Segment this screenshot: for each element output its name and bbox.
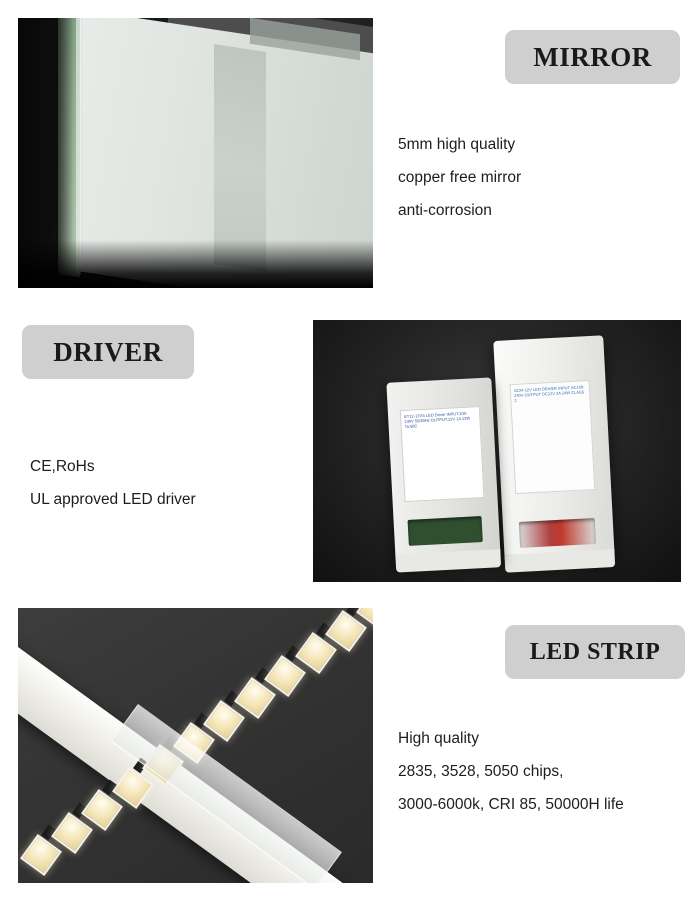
led-strip-photo	[18, 608, 373, 883]
mirror-label-text: MIRROR	[533, 41, 652, 72]
mirror-description-line-1: 5mm high quality	[398, 136, 516, 153]
mirror-photo-edge-highlight	[76, 18, 81, 275]
driver-photo-small-unit-label: ET12-12VS LED Driver INPUT:100-240V 50/60Hz OUTPUT:12V 1A 12W Ta:50C	[400, 406, 485, 502]
mirror-photo-reflection-strip	[214, 44, 266, 272]
led-strip-description-line-1: High quality	[398, 730, 479, 747]
led-strip-description	[398, 722, 624, 821]
driver-photo-large-unit-label: SZ24-12V LED DRIVER INPUT AC100-240V OUTPUT DC12V 2A 24W CLASS 2	[510, 380, 596, 494]
driver-description-line-1: CE,RoHs	[30, 458, 95, 475]
mirror-photo-bottom-shadow	[18, 240, 373, 288]
mirror-description-line-3: anti-corrosion	[398, 202, 492, 219]
driver-description	[30, 450, 196, 516]
mirror-description-line-2: copper free mirror	[398, 169, 522, 186]
mirror-label-pill	[505, 30, 680, 84]
driver-photo-small-unit	[386, 377, 500, 562]
led-strip-description-line-3: 3000-6000k, CRI 85, 50000H life	[398, 796, 624, 813]
mirror-photo	[18, 18, 373, 288]
driver-photo-large-unit	[493, 335, 614, 562]
led-strip-description-line-2: 2835, 3528, 5050 chips,	[398, 763, 564, 780]
driver-description-line-2: UL approved LED driver	[30, 491, 196, 508]
driver-photo-large-unit-terminal	[519, 518, 596, 548]
mirror-description	[398, 128, 521, 227]
driver-label-pill	[22, 325, 194, 379]
led-strip-label-text: LED STRIP	[529, 638, 661, 665]
driver-photo	[313, 320, 681, 582]
led-strip-label-pill	[505, 625, 685, 679]
driver-label-text: DRIVER	[53, 336, 163, 367]
driver-photo-small-unit-terminal	[408, 516, 483, 546]
